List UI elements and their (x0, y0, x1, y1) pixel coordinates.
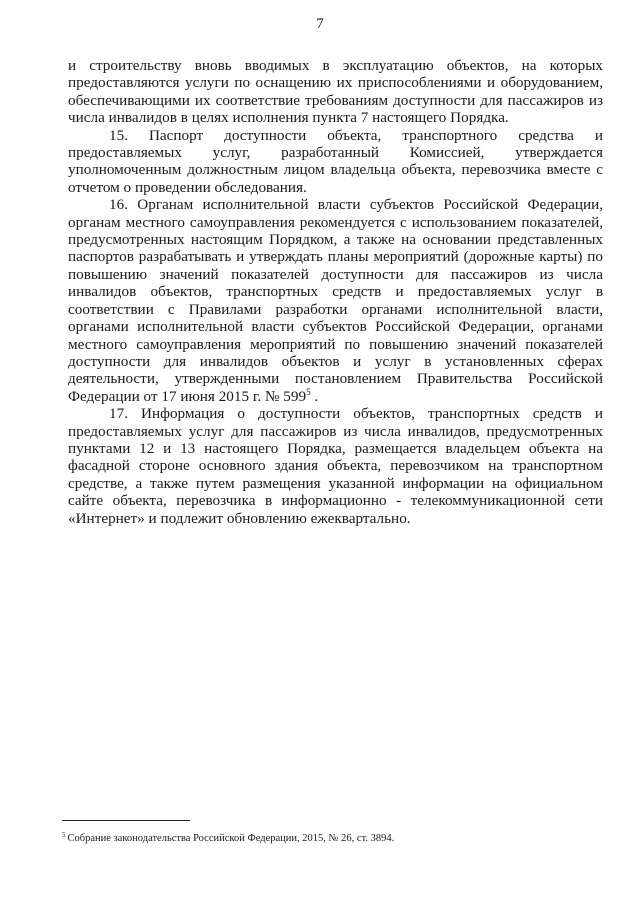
footnote (62, 832, 582, 845)
paragraph-item-15: 15. Паспорт доступности объекта, транспортного средства и предоставляемых услуг, разработанный Комиссией, утверждается уполномоченным должностным лицом владельца объекта, перевозчика вместе с отчетом о проведении обследования. (68, 126, 603, 196)
footnote-marker: 5 (62, 830, 66, 839)
paragraph-item-16-text: 16. Органам исполнительной власти субъектов Российской Федерации, органам местного самоуправления рекомендуется с использованием показателей, предусмотренных настоящим Порядком, а также на основании представленных паспортов разрабатывать и утверждать планы мероприятий (дорожные карты) по повышению значений показателей доступности для пассажиров из числа инвалидов объектов, транспортных средств и предоставляемых услуг в соответствии с Правилами разработки органами исполнительной власти, органами исполнительной власти субъектов Российской Федерации, органами местного самоуправления мероприятий по повышению значений показателей доступности для инвалидов объектов и услуг в установленных сферах деятельности, утвержденными постановлением Правительства Российской Федерации от 17 июня 2015 г. № 599 (68, 196, 603, 405)
page-number: 7 (316, 16, 324, 32)
footnote-text: Собрание законодательства Российской Федерации, 2015, № 26, ст. 3894. (67, 833, 395, 844)
footnote-reference: 5 (306, 386, 311, 397)
footnote-separator (62, 820, 190, 821)
document-body (68, 57, 603, 527)
paragraph-continuation: и строительству вновь вводимых в эксплуатацию объектов, на которых предоставляются услуги по оснащению их приспособлениями и оборудованием, обеспечивающими их соответствие требованиям доступности для пассажиров из числа инвалидов в целях исполнения пункта 7 настоящего Порядка. (68, 57, 603, 127)
paragraph-item-16-tail: . (310, 387, 319, 405)
paragraph-item-17: 17. Информация о доступности объектов, транспортных средств и предоставляемых услуг для пассажиров из числа инвалидов, предусмотренных пунктами 12 и 13 настоящего Порядка, размещается владельцем объекта на фасадной стороне основного здания объекта, перевозчиком на транспортном средстве, а также путем размещения указанной информации на официальном сайте объекта, перевозчика в информационно - телекоммуникационной сети «Интернет» и подлежит обновлению ежеквартально. (68, 405, 603, 527)
paragraph-item-16 (68, 196, 603, 405)
